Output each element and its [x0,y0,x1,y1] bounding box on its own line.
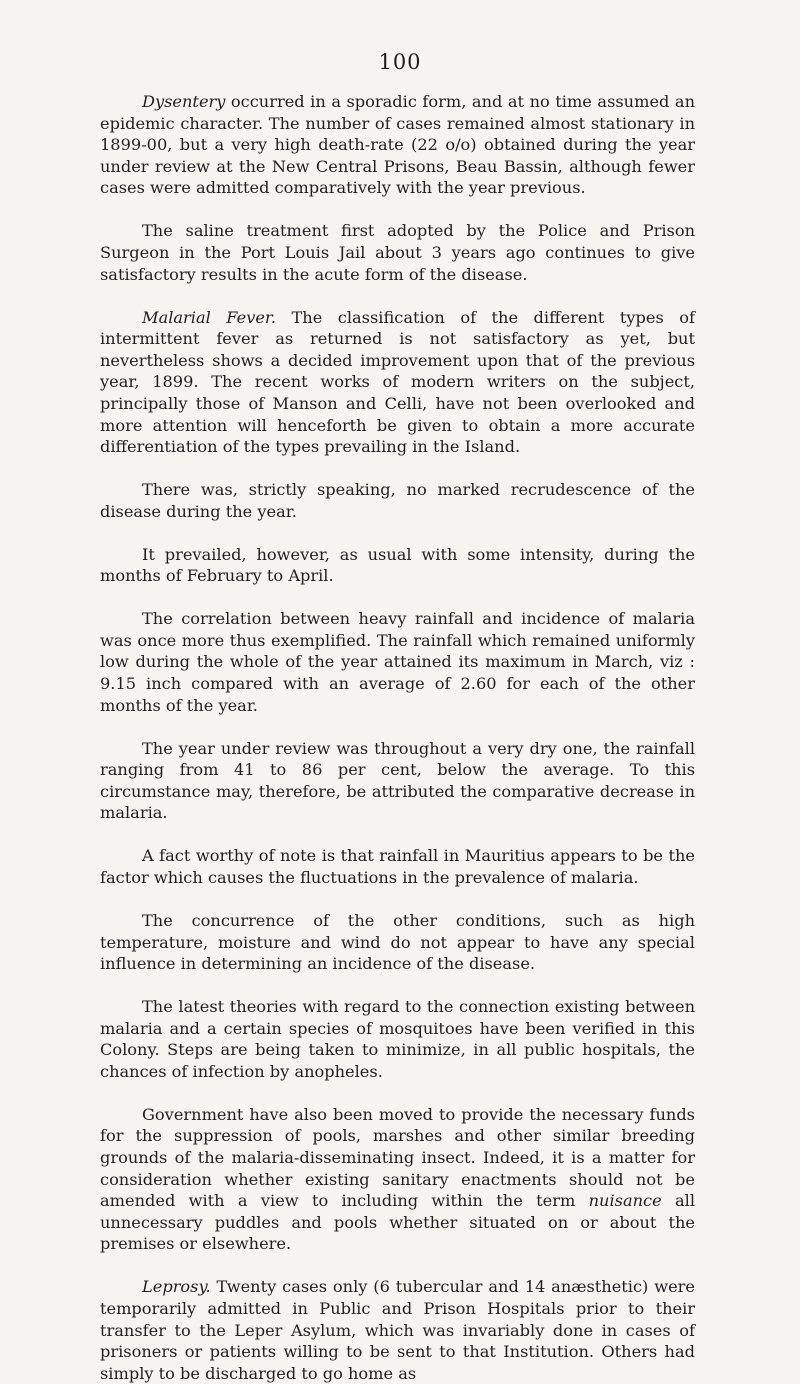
paragraph-malarial-fever [100,307,695,458]
paragraph-saline-treatment [100,220,695,285]
emphasis-nuisance: nuisance [588,1191,662,1211]
paragraph-text: The correlation between heavy rainfall and incidence of malaria was once more thus exemplified. The rainfall which remained uniformly low during the whole of the year attained its maximum in March, viz : 9.15 inch compared with an average of 2.60 for each of the other months of the year. [100,609,695,715]
page-number: 100 [378,50,422,74]
paragraph-text: It prevailed, however, as usual with some intensity, during the months of February to April. [100,544,695,586]
paragraph-dysentery [100,91,695,199]
paragraph-text: The concurrence of the other conditions, such as high temperature, moisture and wind do not appear to have any special influence in determining an incidence of the disease. [100,910,695,974]
paragraph-heading: Malarial Fever. [142,307,277,327]
paragraph-text: A fact worthy of note is that rainfall in Mauritius appears to be the factor which causes the fluctuations in the prevalence of malaria. [100,846,695,887]
paragraph-mosquito-theories [100,996,695,1082]
paragraph-text: The saline treatment first adopted by the Police and Prison Surgeon in the Port Louis Jail about 3 years ago continues to give satisfactory results in the acute form of the disease. [100,221,695,284]
paragraph-text: The classification of the different types of intermittent fever as returned is not satisfactory as yet, but nevertheless shows a decided improvement upon that of the previous year, 1899. The recent works of modern writers on the subject, principally those of Manson and Celli, have not been overlooked and more attention will henceforth be given to obtain a more accurate differentiation of the types prevailing in the Island. [100,307,695,457]
paragraph-other-conditions [100,910,695,975]
paragraph-prevalence [100,544,695,587]
paragraph-heading: Leprosy. [142,1277,211,1297]
paragraph-government-funds [100,1104,695,1255]
paragraph-text: Government have also been moved to provide the necessary funds for the suppression of pools, marshes and other similar breeding grounds of the malaria-disseminating insect. Indeed, it is a matter for consideration whether existing sanitary enactments should not be amended with a view to including within the term [100,1104,695,1211]
paragraph-text: There was, strictly speaking, no marked recrudescence of the disease during the year. [100,480,695,521]
paragraph-dry-year [100,738,695,824]
paragraph-text: The year under review was throughout a very dry one, the rainfall ranging from 41 to 86 per cent, below the average. To this circumstance may, therefore, be attributed the comparative decrease in malaria. [100,738,695,823]
paragraph-text: The latest theories with regard to the connection existing between malaria and a certain species of mosquitoes have been verified in this Colony. Steps are being taken to minimize, in all public hospitals, the chances of infection by anopheles. [100,997,695,1081]
paragraph-rainfall-factor [100,845,695,888]
paragraph-text: Twenty cases only (6 tubercular and 14 anæsthetic) were temporarily admitted in Public and Prison Hospitals prior to their transfer to the Leper Asylum, which was invariably done in cases of prisoners or patients willing to be sent to that Institution. Others had simply to be discharged to go home as [100,1277,695,1383]
paragraph-rainfall-correlation [100,608,695,716]
paragraph-leprosy [100,1276,695,1384]
paragraph-heading: Dysentery [142,92,226,111]
paragraph-text-after: all unnecessary puddles and pools whether situated on or about the premises or elsewhere. [100,1191,695,1254]
paragraph-recrudescence [100,479,695,522]
paragraph-text: occurred in a sporadic form, and at no time assumed an epidemic character. The number of cases remained almost stationary in 1899-00, but a very high death-rate (22 o/o) obtained during the year under review at the New Central Prisons, Beau Bassin, although fewer cases were admitted comparatively with the year previous. [100,92,695,198]
document-body [100,91,695,1384]
